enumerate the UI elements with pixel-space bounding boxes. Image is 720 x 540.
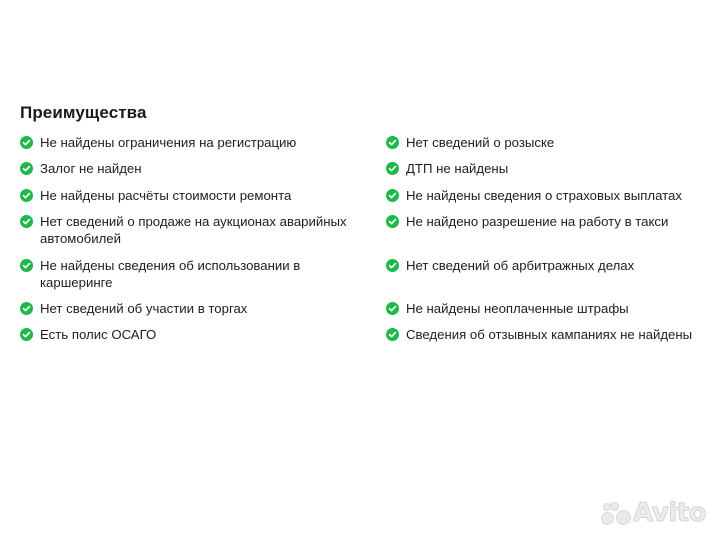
section-title: Преимущества	[20, 103, 147, 122]
check-circle-icon	[20, 189, 33, 202]
list-item	[386, 160, 716, 177]
check-circle-icon	[386, 302, 399, 315]
check-circle-icon	[20, 215, 33, 228]
check-circle-icon	[386, 136, 399, 149]
check-circle-icon	[20, 136, 33, 149]
list-item	[20, 326, 370, 343]
item-label: Залог не найден	[40, 161, 142, 176]
avito-watermark-text: Avito	[633, 498, 706, 528]
list-item	[386, 300, 716, 317]
item-label: Не найдены расчёты стоимости ремонта	[40, 188, 292, 203]
item-label: Не найдены сведения о страховых выплатах	[406, 188, 682, 203]
list-item	[386, 134, 716, 151]
item-label: Не найдено разрешение на работу в такси	[406, 214, 669, 229]
item-label: Есть полис ОСАГО	[40, 327, 157, 342]
check-circle-icon	[386, 215, 399, 228]
advantages-list	[20, 134, 710, 374]
list-item	[386, 213, 716, 230]
item-label: Нет сведений об арбитражных делах	[406, 258, 635, 273]
check-circle-icon	[386, 162, 399, 175]
list-item	[20, 160, 370, 177]
list-item	[20, 300, 370, 317]
list-item	[386, 257, 716, 274]
list-item	[386, 187, 716, 204]
item-label: Не найдены сведения об использовании в каршеринге	[40, 258, 301, 290]
item-label: Сведения об отзывных кампаниях не найдены	[406, 327, 693, 342]
advantages-section	[20, 102, 710, 374]
list-item	[20, 134, 370, 151]
list-item	[20, 257, 370, 291]
list-item	[20, 187, 370, 204]
avito-watermark	[601, 498, 706, 528]
avito-logo-icon	[601, 500, 629, 526]
check-circle-icon	[20, 328, 33, 341]
check-circle-icon	[20, 162, 33, 175]
list-item	[386, 326, 716, 343]
check-circle-icon	[20, 302, 33, 315]
item-label: Нет сведений о продаже на аукционах аварийных автомобилей	[40, 214, 347, 246]
check-circle-icon	[386, 259, 399, 272]
check-circle-icon	[20, 259, 33, 272]
item-label: Нет сведений об участии в торгах	[40, 301, 248, 316]
item-label: ДТП не найдены	[406, 161, 509, 176]
check-circle-icon	[386, 328, 399, 341]
item-label: Не найдены ограничения на регистрацию	[40, 135, 297, 150]
item-label: Не найдены неоплаченные штрафы	[406, 301, 629, 316]
item-label: Нет сведений о розыске	[406, 135, 555, 150]
list-item	[20, 213, 370, 247]
check-circle-icon	[386, 189, 399, 202]
